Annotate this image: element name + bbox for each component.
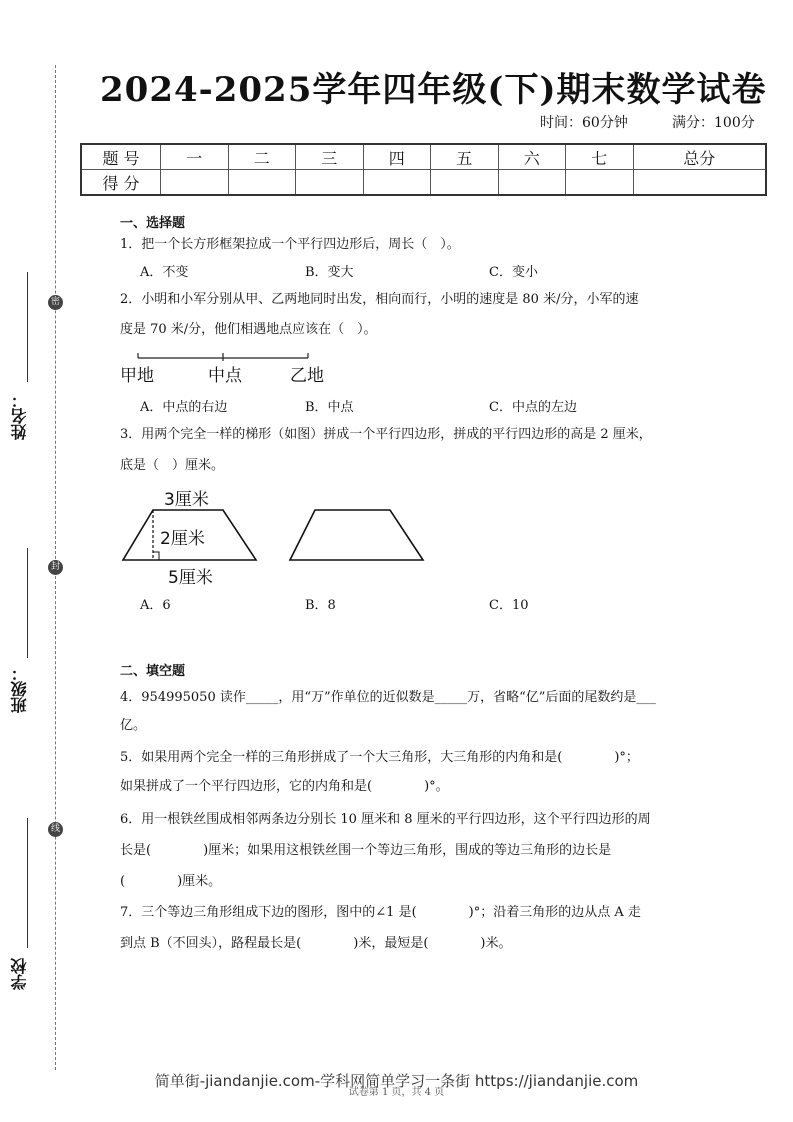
score-header-cell: 三 (296, 144, 364, 170)
score-cell[interactable] (633, 170, 766, 196)
question-6-line-2: 长是( )厘米；如果用这根铁丝围一个等边三角形，围成的等边三角形的边长是 (120, 843, 612, 858)
score-row-label: 得 分 (81, 170, 161, 196)
q3-option-c: C．10 (489, 598, 529, 613)
q2-label-jiadi: 甲地 (120, 366, 154, 386)
score-header-cell: 五 (431, 144, 499, 170)
score-header-cell: 题 号 (81, 144, 161, 170)
q3-height-length: 2厘米 (160, 529, 205, 549)
q2-option-a: A．中点的右边 (140, 400, 228, 415)
score-cell[interactable] (431, 170, 499, 196)
page-title: 2024-2025学年四年级(下)期末数学试卷 (100, 70, 767, 110)
score-cell[interactable] (296, 170, 364, 196)
section-1-title: 一、选择题 (120, 216, 186, 231)
q1-option-b: B．变大 (305, 265, 354, 280)
class-blank (27, 548, 28, 658)
question-2-line-2: 度是 70 米/分，他们相遇地点应该在（ ）。 (120, 322, 377, 337)
q2-label-yidi: 乙地 (290, 366, 324, 386)
q1-option-c: C．变小 (489, 265, 538, 280)
question-5-line-2: 如果拼成了一个平行四边形，它的内角和是( )°。 (120, 779, 449, 794)
score-header-cell: 四 (363, 144, 431, 170)
score-cell[interactable] (498, 170, 566, 196)
score-cell[interactable] (228, 170, 296, 196)
question-5-line-1: 5．如果用两个完全一样的三角形拼成了一个大三角形，大三角形的内角和是( )°； (120, 750, 639, 765)
q3-parallelogram-figure (285, 505, 430, 565)
score-table (80, 143, 767, 196)
question-6-line-3: ( )厘米。 (120, 874, 222, 889)
score-header-cell: 六 (498, 144, 566, 170)
question-2-line-1: 2．小明和小军分别从甲、乙两地同时出发，相向而行，小明的速度是 80 米/分，小军的速 (120, 292, 639, 307)
school-blank (27, 818, 28, 948)
question-7-line-2: 到点 B（不回头），路程最长是( )米，最短是( )米。 (120, 936, 512, 951)
exam-full-score: 满分：100分 (672, 115, 755, 131)
score-table-header-row (81, 144, 766, 170)
q3-option-b: B．8 (305, 598, 336, 613)
score-header-cell: 总分 (633, 144, 766, 170)
class-label: 班级： (10, 665, 29, 713)
score-cell[interactable] (161, 170, 229, 196)
q1-option-a: A．不变 (140, 265, 189, 280)
question-4-line-2: 亿。 (120, 718, 147, 733)
q3-bottom-length: 5厘米 (168, 568, 213, 588)
question-3-line-2: 底是（ ）厘米。 (120, 458, 225, 473)
seal-dot-mi: 密 (48, 295, 63, 310)
score-cell[interactable] (363, 170, 431, 196)
section-2-title: 二、填空题 (120, 664, 186, 679)
page-number: 试卷第 1 页，共 4 页 (348, 1087, 445, 1098)
q3-top-length: 3厘米 (164, 490, 209, 510)
seal-dot-xian: 线 (48, 822, 63, 837)
question-4-line-1: 4．954995050 读作_____，用“万”作单位的近似数是_____万，省略“亿”后面的尾数约是___ (120, 690, 656, 705)
question-6-line-1: 6．用一根铁丝围成相邻两条边分别长 10 厘米和 8 厘米的平行四边形，这个平行四边形的周 (120, 812, 651, 827)
seal-dot-feng: 封 (48, 560, 63, 575)
name-blank (27, 272, 28, 382)
question-7-line-1: 7．三个等边三角形组成下边的图形，图中的∠1 是( )°；沿着三角形的边从点 A 走 (120, 905, 641, 920)
question-1-text: 1．把一个长方形框架拉成一个平行四边形后，周长（ ）。 (120, 237, 460, 252)
q2-label-zhongdian: 中点 (208, 366, 242, 386)
school-label: 学校 (10, 958, 29, 990)
score-cell[interactable] (566, 170, 634, 196)
score-header-cell: 二 (228, 144, 296, 170)
footer-watermark: 简单街-jiandanjie.com-学科网简单学习一条街 https://jiandanjie.com (154, 1072, 639, 1090)
q2-option-b: B．中点 (305, 400, 354, 415)
score-header-cell: 七 (566, 144, 634, 170)
q3-option-a: A．6 (140, 598, 171, 613)
question-3-line-1: 3．用两个完全一样的梯形（如图）拼成一个平行四边形，拼成的平行四边形的高是 2 厘米， (120, 427, 652, 442)
score-table-score-row (81, 170, 766, 196)
name-label: 姓名： (10, 392, 29, 440)
q2-option-c: C．中点的左边 (489, 400, 577, 415)
score-header-cell: 一 (161, 144, 229, 170)
exam-time: 时间：60分钟 (540, 115, 628, 131)
